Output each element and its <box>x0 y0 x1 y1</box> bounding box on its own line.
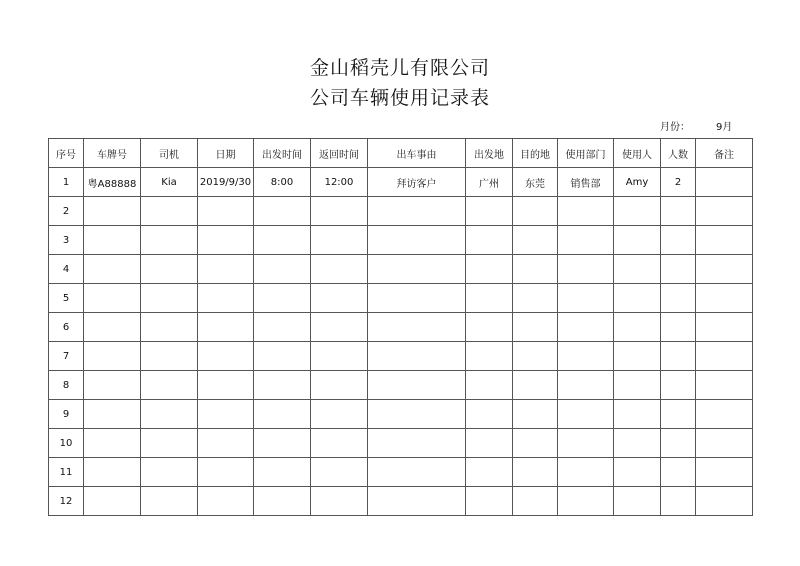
cell-col-user <box>614 487 661 516</box>
cell-col-department <box>558 371 614 400</box>
cell-col-headcount <box>661 458 696 487</box>
cell-col-headcount <box>661 429 696 458</box>
cell-col-driver <box>141 342 198 371</box>
cell-col-department <box>558 429 614 458</box>
table-row <box>49 487 753 516</box>
cell-col-no: 9 <box>49 400 84 429</box>
cell-col-depart-time <box>254 458 311 487</box>
cell-col-no: 7 <box>49 342 84 371</box>
cell-col-remarks <box>696 197 753 226</box>
header-col-origin: 出发地 <box>466 139 513 168</box>
table-row <box>49 458 753 487</box>
cell-col-plate <box>84 197 141 226</box>
header-col-user: 使用人 <box>614 139 661 168</box>
cell-col-origin: 广州 <box>466 168 513 197</box>
cell-col-department <box>558 197 614 226</box>
table-row <box>49 400 753 429</box>
cell-col-origin <box>466 429 513 458</box>
cell-col-depart-time <box>254 342 311 371</box>
cell-col-no: 12 <box>49 487 84 516</box>
cell-col-date <box>198 226 254 255</box>
cell-col-remarks <box>696 255 753 284</box>
document-title: 金山稻壳儿有限公司 <box>309 57 490 79</box>
cell-col-remarks <box>696 342 753 371</box>
header-col-remarks: 备注 <box>696 139 753 168</box>
cell-col-headcount <box>661 226 696 255</box>
vehicle-usage-table <box>48 138 753 516</box>
cell-col-return-time <box>311 400 368 429</box>
cell-col-no: 8 <box>49 371 84 400</box>
cell-col-no: 10 <box>49 429 84 458</box>
cell-col-date <box>198 197 254 226</box>
cell-col-headcount <box>661 371 696 400</box>
cell-col-user <box>614 284 661 313</box>
header-col-destination: 目的地 <box>513 139 558 168</box>
cell-col-no: 1 <box>49 168 84 197</box>
header-col-headcount: 人数 <box>661 139 696 168</box>
cell-col-remarks <box>696 168 753 197</box>
cell-col-date <box>198 255 254 284</box>
cell-col-user <box>614 400 661 429</box>
cell-col-depart-time <box>254 400 311 429</box>
cell-col-destination: 东莞 <box>513 168 558 197</box>
header-col-purpose: 出车事由 <box>368 139 466 168</box>
table-body <box>49 168 753 516</box>
cell-col-destination <box>513 371 558 400</box>
cell-col-plate <box>84 226 141 255</box>
header-col-depart-time: 出发时间 <box>254 139 311 168</box>
cell-col-user <box>614 226 661 255</box>
cell-col-user <box>614 429 661 458</box>
table-header-row <box>49 139 753 168</box>
cell-col-return-time <box>311 313 368 342</box>
table-row <box>49 168 753 197</box>
cell-col-origin <box>466 284 513 313</box>
cell-col-no: 5 <box>49 284 84 313</box>
header-col-return-time: 返回时间 <box>311 139 368 168</box>
cell-col-destination <box>513 458 558 487</box>
cell-col-driver <box>141 255 198 284</box>
header-col-driver: 司机 <box>141 139 198 168</box>
cell-col-plate <box>84 284 141 313</box>
cell-col-purpose <box>368 284 466 313</box>
cell-col-depart-time <box>254 371 311 400</box>
table-row <box>49 197 753 226</box>
table-row <box>49 255 753 284</box>
cell-col-return-time <box>311 197 368 226</box>
cell-col-origin <box>466 197 513 226</box>
cell-col-headcount <box>661 197 696 226</box>
cell-col-origin <box>466 458 513 487</box>
cell-col-remarks <box>696 458 753 487</box>
cell-col-driver <box>141 458 198 487</box>
cell-col-user <box>614 371 661 400</box>
cell-col-department <box>558 400 614 429</box>
cell-col-purpose <box>368 487 466 516</box>
cell-col-headcount: 2 <box>661 168 696 197</box>
month-label: 月份： <box>660 122 690 133</box>
cell-col-plate <box>84 458 141 487</box>
cell-col-return-time <box>311 487 368 516</box>
header-col-no: 序号 <box>49 139 84 168</box>
cell-col-destination <box>513 226 558 255</box>
cell-col-date <box>198 342 254 371</box>
cell-col-date <box>198 313 254 342</box>
cell-col-remarks <box>696 226 753 255</box>
cell-col-plate <box>84 371 141 400</box>
cell-col-department <box>558 313 614 342</box>
cell-col-department <box>558 342 614 371</box>
cell-col-remarks <box>696 371 753 400</box>
cell-col-plate <box>84 400 141 429</box>
cell-col-purpose <box>368 226 466 255</box>
cell-col-destination <box>513 429 558 458</box>
cell-col-origin <box>466 255 513 284</box>
cell-col-purpose <box>368 458 466 487</box>
cell-col-user <box>614 458 661 487</box>
cell-col-driver <box>141 197 198 226</box>
cell-col-driver <box>141 371 198 400</box>
cell-col-department: 销售部 <box>558 168 614 197</box>
header-col-plate: 车牌号 <box>84 139 141 168</box>
cell-col-purpose <box>368 197 466 226</box>
cell-col-headcount <box>661 400 696 429</box>
cell-col-return-time <box>311 371 368 400</box>
cell-col-purpose <box>368 429 466 458</box>
cell-col-headcount <box>661 255 696 284</box>
cell-col-user <box>614 313 661 342</box>
cell-col-destination <box>513 284 558 313</box>
cell-col-destination <box>513 313 558 342</box>
cell-col-headcount <box>661 313 696 342</box>
cell-col-date <box>198 400 254 429</box>
cell-col-depart-time <box>254 284 311 313</box>
cell-col-return-time <box>311 226 368 255</box>
cell-col-department <box>558 458 614 487</box>
cell-col-origin <box>466 226 513 255</box>
cell-col-remarks <box>696 429 753 458</box>
cell-col-plate <box>84 429 141 458</box>
table-row <box>49 313 753 342</box>
cell-col-destination <box>513 487 558 516</box>
cell-col-department <box>558 226 614 255</box>
cell-col-purpose <box>368 255 466 284</box>
cell-col-date <box>198 284 254 313</box>
cell-col-plate: 粤A88888 <box>84 168 141 197</box>
cell-col-purpose <box>368 400 466 429</box>
cell-col-driver: Kia <box>141 168 198 197</box>
cell-col-headcount <box>661 284 696 313</box>
cell-col-depart-time <box>254 255 311 284</box>
cell-col-purpose <box>368 371 466 400</box>
table-row <box>49 226 753 255</box>
cell-col-no: 3 <box>49 226 84 255</box>
cell-col-plate <box>84 487 141 516</box>
cell-col-depart-time: 8:00 <box>254 168 311 197</box>
cell-col-department <box>558 255 614 284</box>
cell-col-depart-time <box>254 197 311 226</box>
cell-col-origin <box>466 371 513 400</box>
cell-col-return-time <box>311 342 368 371</box>
cell-col-origin <box>466 400 513 429</box>
cell-col-plate <box>84 313 141 342</box>
table-row <box>49 342 753 371</box>
cell-col-destination <box>513 255 558 284</box>
cell-col-driver <box>141 429 198 458</box>
cell-col-no: 6 <box>49 313 84 342</box>
cell-col-date <box>198 458 254 487</box>
cell-col-origin <box>466 313 513 342</box>
cell-col-user <box>614 255 661 284</box>
cell-col-purpose: 拜访客户 <box>368 168 466 197</box>
cell-col-department <box>558 487 614 516</box>
document-subtitle: 公司车辆使用记录表 <box>309 87 490 109</box>
cell-col-remarks <box>696 313 753 342</box>
cell-col-origin <box>466 342 513 371</box>
cell-col-no: 4 <box>49 255 84 284</box>
cell-col-return-time <box>311 429 368 458</box>
cell-col-driver <box>141 313 198 342</box>
cell-col-depart-time <box>254 429 311 458</box>
cell-col-driver <box>141 226 198 255</box>
table-row <box>49 284 753 313</box>
cell-col-purpose <box>368 342 466 371</box>
cell-col-user: Amy <box>614 168 661 197</box>
cell-col-plate <box>84 255 141 284</box>
cell-col-date <box>198 429 254 458</box>
cell-col-remarks <box>696 284 753 313</box>
cell-col-date <box>198 371 254 400</box>
cell-col-user <box>614 197 661 226</box>
cell-col-headcount <box>661 342 696 371</box>
cell-col-no: 11 <box>49 458 84 487</box>
cell-col-date: 2019/9/30 <box>198 168 254 197</box>
cell-col-return-time <box>311 255 368 284</box>
cell-col-purpose <box>368 313 466 342</box>
header-col-date: 日期 <box>198 139 254 168</box>
cell-col-remarks <box>696 400 753 429</box>
cell-col-depart-time <box>254 487 311 516</box>
cell-col-date <box>198 487 254 516</box>
cell-col-depart-time <box>254 313 311 342</box>
cell-col-origin <box>466 487 513 516</box>
cell-col-destination <box>513 400 558 429</box>
cell-col-depart-time <box>254 226 311 255</box>
table-row <box>49 429 753 458</box>
cell-col-plate <box>84 342 141 371</box>
cell-col-driver <box>141 400 198 429</box>
cell-col-destination <box>513 197 558 226</box>
cell-col-destination <box>513 342 558 371</box>
cell-col-return-time <box>311 284 368 313</box>
month-value: 9月 <box>716 122 733 133</box>
cell-col-no: 2 <box>49 197 84 226</box>
cell-col-remarks <box>696 487 753 516</box>
table-row <box>49 371 753 400</box>
cell-col-return-time: 12:00 <box>311 168 368 197</box>
cell-col-driver <box>141 284 198 313</box>
cell-col-department <box>558 284 614 313</box>
cell-col-driver <box>141 487 198 516</box>
cell-col-user <box>614 342 661 371</box>
cell-col-return-time <box>311 458 368 487</box>
header-col-department: 使用部门 <box>558 139 614 168</box>
cell-col-headcount <box>661 487 696 516</box>
